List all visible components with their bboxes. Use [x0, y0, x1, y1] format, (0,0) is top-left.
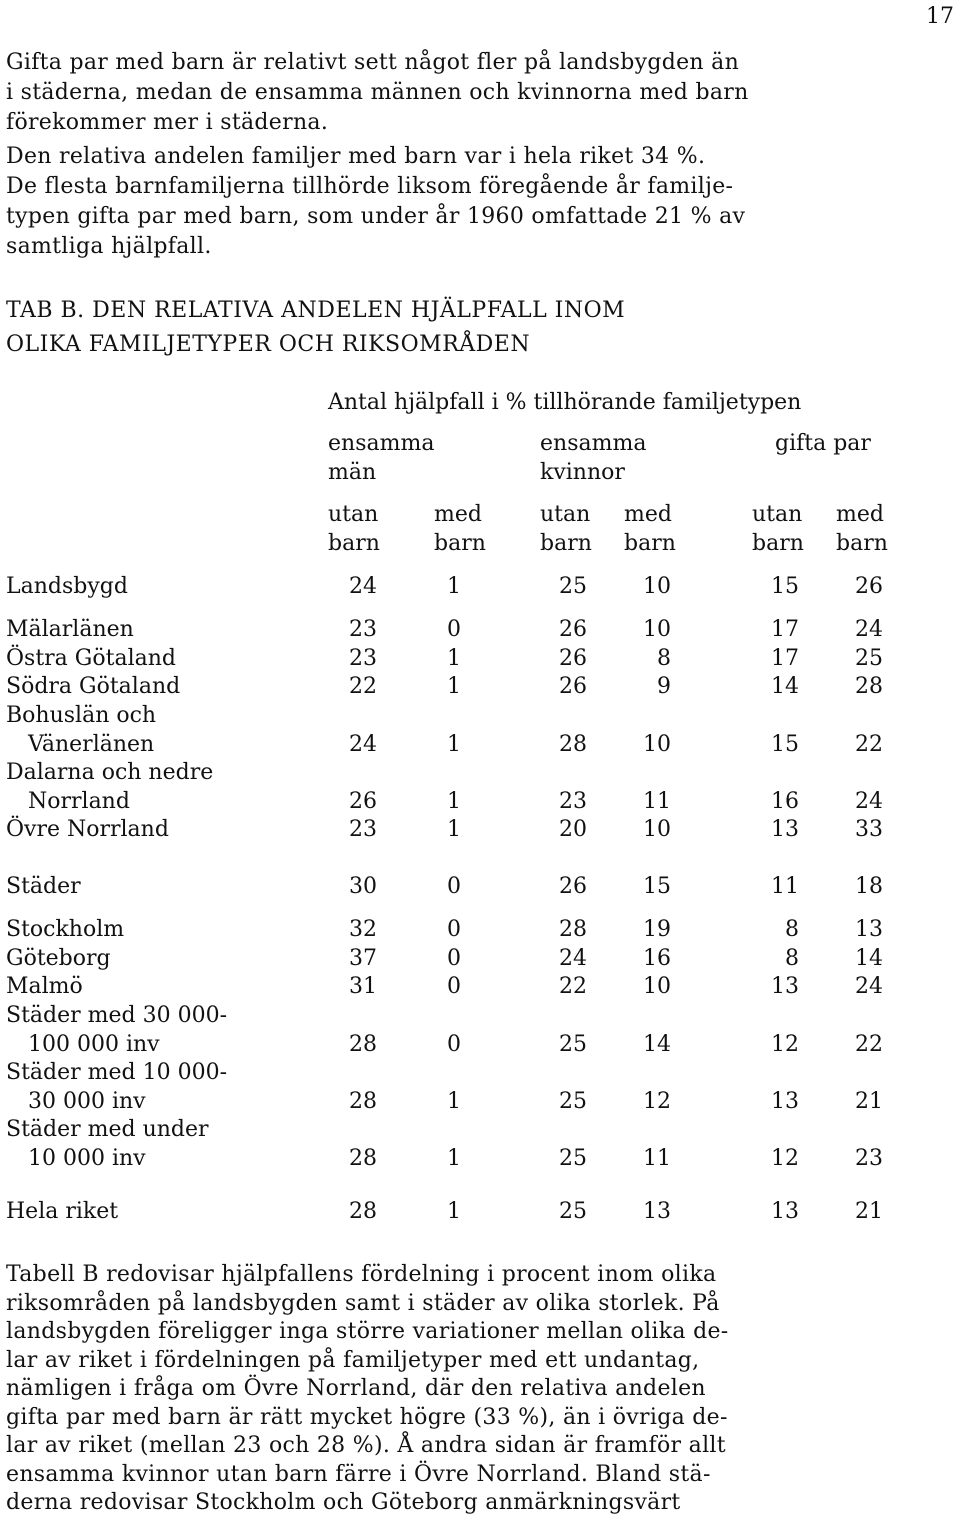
subheader-line: med	[624, 502, 672, 527]
subheader-line: barn	[752, 531, 804, 556]
row-label: 10 000 inv	[28, 1146, 146, 1171]
table-cell: 21	[855, 1089, 883, 1114]
table-cell: 13	[855, 917, 883, 942]
text-line: Den relativa andelen familjer med barn var i hela riket 34 %.	[6, 144, 706, 169]
table-cell: 21	[855, 1199, 883, 1224]
table-cell: 22	[855, 732, 883, 757]
table-cell: 25	[855, 646, 883, 671]
group-header-ensamma-man	[328, 429, 434, 487]
table-header-main: Antal hjälpfall i % tillhörande familjetypen	[328, 390, 802, 415]
table-cell: 0	[447, 874, 461, 899]
table-cell: 10	[643, 732, 671, 757]
table-cell: 13	[771, 817, 799, 842]
row-label: Vänerlänen	[28, 732, 155, 757]
table-cell: 26	[559, 874, 587, 899]
table-cell: 17	[771, 617, 799, 642]
subheader-line: barn	[434, 531, 486, 556]
group-header-line: ensamma	[328, 431, 435, 456]
text-line: riksområden på landsbygden samt i städer av olika storlek. På	[6, 1290, 720, 1316]
table-cell: 8	[785, 917, 799, 942]
table-cell: 20	[559, 817, 587, 842]
table-cell: 1	[447, 646, 461, 671]
table-cell: 13	[771, 1089, 799, 1114]
table-cell: 26	[855, 574, 883, 599]
group-header-line: gifta par	[775, 431, 871, 456]
table-cell: 18	[855, 874, 883, 899]
table-cell: 24	[559, 946, 587, 971]
table-cell: 9	[657, 674, 671, 699]
table-cell: 19	[643, 917, 671, 942]
table-cell: 15	[643, 874, 671, 899]
row-label: Södra Götaland	[6, 674, 181, 699]
table-cell: 10	[643, 817, 671, 842]
table-cell: 28	[349, 1089, 377, 1114]
table-cell: 13	[643, 1199, 671, 1224]
table-cell: 12	[771, 1146, 799, 1171]
table-cell: 16	[771, 789, 799, 814]
table-cell: 23	[349, 617, 377, 642]
text-line: gifta par med barn är rätt mycket högre (33 %), än i övriga de-	[6, 1404, 728, 1430]
row-label: Dalarna och nedre	[6, 760, 214, 785]
text-line: De flesta barnfamiljerna tillhörde liksom föregående år familje-	[6, 174, 734, 199]
text-line: ensamma kvinnor utan barn färre i Övre Norrland. Bland stä-	[6, 1461, 711, 1487]
table-cell: 25	[559, 574, 587, 599]
table-cell: 23	[349, 817, 377, 842]
table-cell: 28	[559, 917, 587, 942]
text-line: Tabell B redovisar hjälpfallens fördelning i procent inom olika	[6, 1262, 717, 1287]
table-cell: 22	[349, 674, 377, 699]
table-cell: 25	[559, 1199, 587, 1224]
table-cell: 11	[643, 789, 671, 814]
subheader-men-med-barn	[434, 500, 486, 558]
subheader-line: utan	[540, 502, 591, 527]
table-cell: 1	[447, 817, 461, 842]
table-cell: 32	[349, 917, 377, 942]
row-label: Malmö	[6, 974, 83, 999]
table-cell: 24	[349, 574, 377, 599]
table-cell: 24	[349, 732, 377, 757]
subheader-line: med	[836, 502, 884, 527]
row-label: Stockholm	[6, 917, 125, 942]
table-cell: 25	[559, 1089, 587, 1114]
table-title-line: OLIKA FAMILJETYPER OCH RIKSOMRÅDEN	[6, 332, 531, 357]
table-cell: 1	[447, 789, 461, 814]
table-cell: 13	[771, 1199, 799, 1224]
table-cell: 10	[643, 974, 671, 999]
table-cell: 33	[855, 817, 883, 842]
table-cell: 28	[349, 1146, 377, 1171]
table-cell: 25	[559, 1146, 587, 1171]
text-line: typen gifta par med barn, som under år 1960 omfattade 21 % av	[6, 204, 746, 229]
closing-paragraph	[6, 1261, 946, 1518]
table-cell: 8	[657, 646, 671, 671]
subheader-line: barn	[836, 531, 888, 556]
text-line: derna redovisar Stockholm och Göteborg anmärkningsvärt	[6, 1490, 681, 1515]
table-title-line: TAB B. DEN RELATIVA ANDELEN HJÄLPFALL INOM	[6, 298, 626, 323]
subheader-line: barn	[540, 531, 592, 556]
table-cell: 28	[855, 674, 883, 699]
row-label: Städer med 30 000-	[6, 1003, 228, 1028]
table-cell: 24	[855, 789, 883, 814]
subheader-par-med-barn	[836, 500, 888, 558]
group-header-ensamma-kvinnor	[540, 429, 646, 487]
subheader-line: utan	[752, 502, 803, 527]
row-label: Övre Norrland	[6, 817, 169, 842]
table-cell: 23	[349, 646, 377, 671]
table-cell: 1	[447, 674, 461, 699]
intro-paragraph-2	[6, 142, 946, 262]
table-cell: 10	[643, 617, 671, 642]
table-cell: 11	[771, 874, 799, 899]
table-cell: 8	[785, 946, 799, 971]
table-cell: 13	[771, 974, 799, 999]
table-cell: 26	[349, 789, 377, 814]
subheader-line: med	[434, 502, 482, 527]
table-cell: 28	[349, 1032, 377, 1057]
table-cell: 0	[447, 1032, 461, 1057]
table-cell: 15	[771, 732, 799, 757]
subheader-line: barn	[328, 531, 380, 556]
table-cell: 0	[447, 917, 461, 942]
text-line: i städerna, medan de ensamma männen och kvinnorna med barn	[6, 80, 749, 105]
table-cell: 26	[559, 646, 587, 671]
table-cell: 14	[643, 1032, 671, 1057]
text-line: Gifta par med barn är relativt sett något fler på landsbygden än	[6, 50, 740, 75]
text-line: samtliga hjälpfall.	[6, 234, 212, 259]
table-cell: 25	[559, 1032, 587, 1057]
row-label: 30 000 inv	[28, 1089, 146, 1114]
row-label: Göteborg	[6, 946, 111, 971]
table-cell: 1	[447, 574, 461, 599]
table-cell: 22	[855, 1032, 883, 1057]
text-line: landsbygden föreligger inga större variationer mellan olika de-	[6, 1319, 729, 1344]
table-cell: 24	[855, 617, 883, 642]
table-cell: 11	[643, 1146, 671, 1171]
table-cell: 23	[855, 1146, 883, 1171]
table-cell: 0	[447, 974, 461, 999]
row-label: Hela riket	[6, 1199, 119, 1224]
table-cell: 1	[447, 1199, 461, 1224]
text-line: lar av riket (mellan 23 och 28 %). Å andra sidan är framför allt	[6, 1433, 726, 1458]
table-cell: 10	[643, 574, 671, 599]
subheader-men-utan-barn	[328, 500, 380, 558]
page-number: 17	[926, 4, 954, 29]
table-cell: 12	[771, 1032, 799, 1057]
row-label: 100 000 inv	[28, 1032, 160, 1057]
table-cell: 28	[559, 732, 587, 757]
text-line: lar av riket i fördelningen på familjetyper med ett undantag,	[6, 1347, 700, 1373]
row-label: Städer	[6, 874, 81, 899]
row-label: Östra Götaland	[6, 646, 176, 671]
table-cell: 1	[447, 1146, 461, 1171]
subheader-kvinnor-med-barn	[624, 500, 676, 558]
table-cell: 26	[559, 674, 587, 699]
table-cell: 28	[349, 1199, 377, 1224]
text-line: förekommer mer i städerna.	[6, 110, 329, 135]
intro-paragraph-1	[6, 48, 946, 138]
table-cell: 14	[771, 674, 799, 699]
table-cell: 0	[447, 617, 461, 642]
table-cell: 23	[559, 789, 587, 814]
row-label: Städer med 10 000-	[6, 1060, 228, 1085]
row-label: Städer med under	[6, 1117, 209, 1142]
subheader-line: barn	[624, 531, 676, 556]
table-cell: 31	[349, 974, 377, 999]
table-cell: 14	[855, 946, 883, 971]
table-cell: 26	[559, 617, 587, 642]
group-header-line: ensamma	[540, 431, 647, 456]
subheader-line: utan	[328, 502, 379, 527]
row-label: Mälarlänen	[6, 617, 134, 642]
group-header-line: kvinnor	[540, 460, 625, 485]
table-cell: 16	[643, 946, 671, 971]
table-cell: 22	[559, 974, 587, 999]
table-cell: 24	[855, 974, 883, 999]
text-line: nämligen i fråga om Övre Norrland, där den relativa andelen	[6, 1376, 706, 1401]
table-cell: 30	[349, 874, 377, 899]
group-header-line: män	[328, 460, 377, 485]
table-cell: 37	[349, 946, 377, 971]
table-cell: 1	[447, 1089, 461, 1114]
table-cell: 17	[771, 646, 799, 671]
table-cell: 12	[643, 1089, 671, 1114]
table-cell: 0	[447, 946, 461, 971]
row-label: Landsbygd	[6, 574, 128, 599]
table-cell: 15	[771, 574, 799, 599]
group-header-gifta-par	[775, 429, 871, 458]
table-title	[6, 294, 946, 362]
table-cell: 1	[447, 732, 461, 757]
subheader-par-utan-barn	[752, 500, 804, 558]
subheader-kvinnor-utan-barn	[540, 500, 592, 558]
row-label: Norrland	[28, 789, 130, 814]
row-label: Bohuslän och	[6, 703, 157, 728]
